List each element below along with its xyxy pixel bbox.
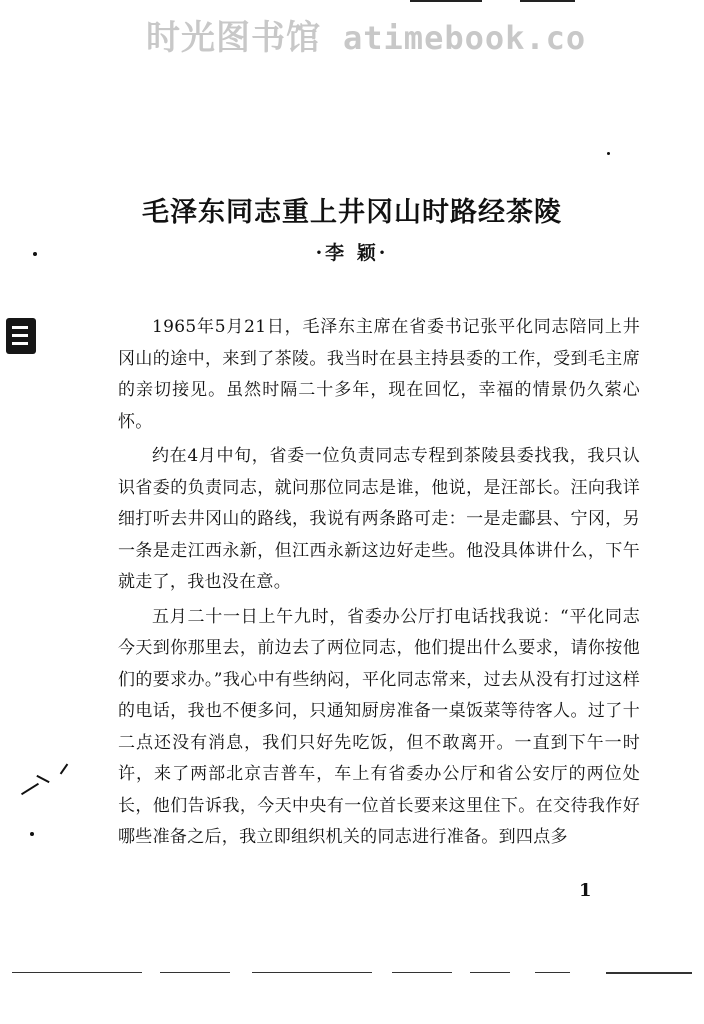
scan-bottom-line — [470, 972, 510, 973]
page-number: 1 — [579, 880, 592, 901]
watermark — [146, 10, 704, 59]
scan-speck — [607, 152, 610, 155]
scan-speck — [21, 783, 39, 795]
scan-bottom-line — [252, 972, 372, 973]
scan-bottom-line — [392, 972, 452, 973]
scan-speck — [36, 775, 49, 783]
scan-edge-line — [410, 0, 482, 2]
scan-bottom-line — [12, 972, 142, 973]
scan-edge-line — [520, 0, 575, 2]
scan-speck — [30, 832, 34, 836]
scan-bottom-line — [160, 972, 230, 973]
paragraph: 五月二十一日上午九时，省委办公厅打电话找我说：“平化同志今天到你那里去，前边去了两位同志，他们提出什么要求，请你按他们的要求办。”我心中有些纳闷，平化同志常来，过去从没有打过这样的电话，我也不便多问，只通知厨房准备一桌饭菜等待客人。过了十二点还没有消息，我们只好先吃饭，但不敢离开。一直到下午一时许，来了两部北京吉普车，车上有省委办公厅和省公安厅的两位处长，他们告诉我，今天中央有一位首长要来这里住下。在交待我作好哪些准备之后，我立即组织机关的同志进行准备。到四点多 — [118, 606, 640, 847]
article-title: 毛泽东同志重上井冈山时路经茶陵 — [142, 197, 562, 229]
binding-tab-mark — [6, 318, 36, 354]
scan-bottom-line — [606, 972, 692, 974]
scan-bottom-line — [535, 972, 570, 973]
article-author: ·李 颖· — [315, 242, 389, 264]
paragraph: 约在4月中旬，省委一位负责同志专程到茶陵县委找我，我只认识省委的负责同志，就问那位同志是谁，他说，是汪部长。汪向我详细打听去井冈山的路线，我说有两条路可走：一是走酃县、宁冈，另一条是走江西永新，但江西永新这边好走些。他没具体讲什么，下午就走了，我也没在意。 — [118, 446, 640, 592]
paragraph: 1965年5月21日，毛泽东主席在省委书记张平化同志陪同上井冈山的途中，来到了茶陵。我当时在县主持县委的工作，受到毛主席的亲切接见。虽然时隔二十多年，现在回忆，幸福的情景仍久萦心怀。 — [118, 317, 640, 432]
article-body — [118, 312, 640, 857]
watermark-site: atimebook.co — [343, 19, 587, 57]
watermark-brand: 时光图书馆 — [146, 18, 321, 58]
scan-speck — [60, 764, 69, 775]
